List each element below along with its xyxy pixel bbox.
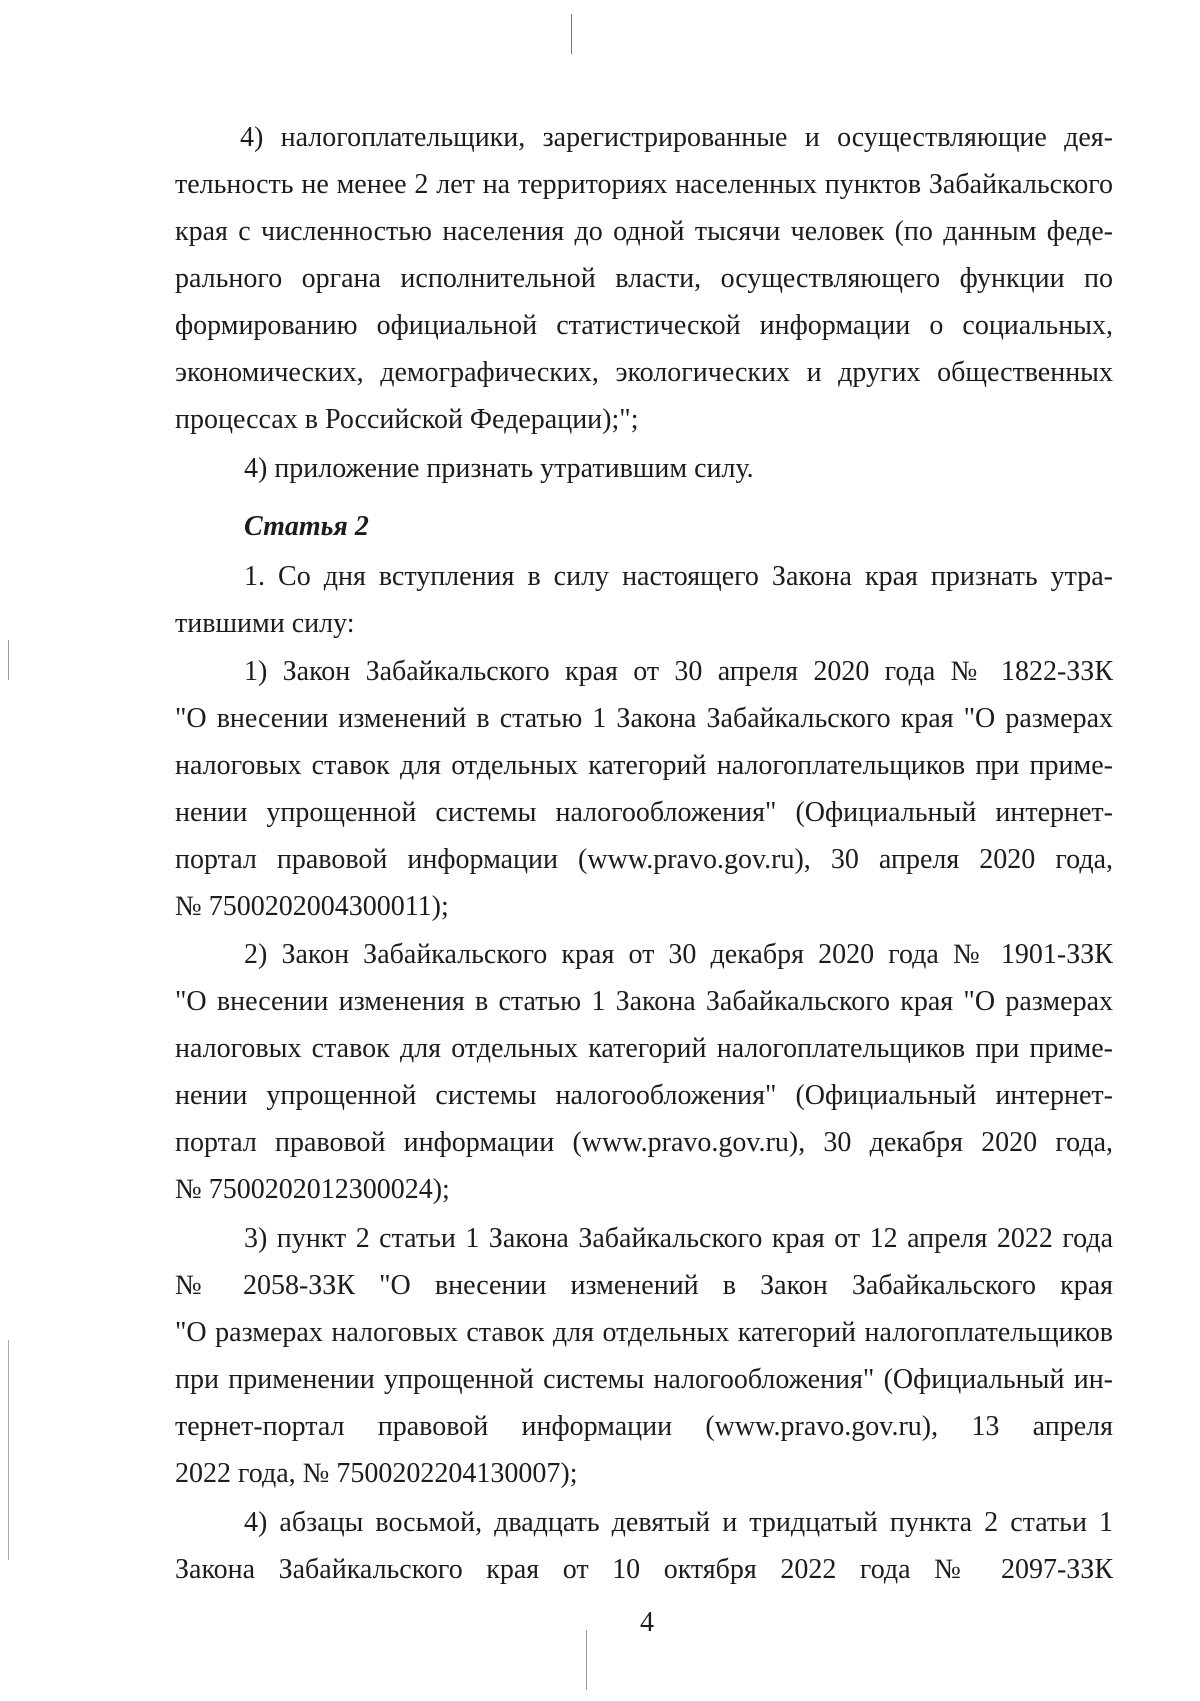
text-line: портал правовой информации (www.pravo.gov.ru), 30 декабря 2020 года,	[175, 1127, 1113, 1158]
scan-mark-left	[8, 640, 9, 680]
text-line: процессах в Российской Федерации);";	[175, 404, 639, 435]
article-heading: Статья 2	[244, 511, 369, 542]
text-line: тернет-портал правовой информации (www.pravo.gov.ru), 13 апреля	[175, 1411, 1113, 1442]
text-line: тельность не менее 2 лет на территориях населенных пунктов Забайкальского	[175, 169, 1113, 200]
text-line: 4) приложение признать утратившим силу.	[244, 453, 754, 484]
text-line: нении упрощенной системы налогообложения" (Официальный интернет-	[175, 1080, 1113, 1111]
text-line: портал правовой информации (www.pravo.gov.ru), 30 апреля 2020 года,	[175, 844, 1113, 875]
page-number: 4	[640, 1607, 654, 1638]
text-line: 1) Закон Забайкальского края от 30 апреля 2020 года № 1822-ЗЗК	[244, 656, 1113, 687]
scan-mark-left-lower	[8, 1340, 9, 1560]
text-line: "О внесении изменений в статью 1 Закона Забайкальского края "О размерах	[175, 703, 1113, 734]
text-line: тившими силу:	[175, 608, 355, 639]
text-line: края с численностью населения до одной тысячи человек (по данным феде-	[175, 216, 1113, 247]
text-line: экономических, демографических, экологических и других общественных	[175, 357, 1113, 388]
text-line: Закона Забайкальского края от 10 октября 2022 года № 2097-ЗЗК	[175, 1554, 1113, 1585]
text-line: при применении упрощенной системы налогообложения" (Официальный ин-	[175, 1364, 1113, 1395]
text-line: рального органа исполнительной власти, осуществляющего функции по	[175, 263, 1113, 294]
text-line: № 7500202012300024);	[175, 1174, 450, 1205]
text-line: "О внесении изменения в статью 1 Закона Забайкальского края "О размерах	[175, 986, 1113, 1017]
text-line: 1. Со дня вступления в силу настоящего Закона края признать утра-	[244, 561, 1113, 592]
text-line: налоговых ставок для отдельных категорий налогоплательщиков при приме-	[175, 750, 1113, 781]
text-line: 4) налогоплательщики, зарегистрированные и осуществляющие дея-	[240, 122, 1113, 153]
text-line: 2022 года, № 7500202204130007);	[175, 1458, 578, 1489]
scan-mark-top	[571, 14, 572, 54]
text-line: формированию официальной статистической информации о социальных,	[175, 310, 1113, 341]
text-line: № 2058-ЗЗК "О внесении изменений в Закон Забайкальского края	[175, 1270, 1113, 1301]
scan-mark-bottom	[586, 1630, 587, 1690]
text-line: 4) абзацы восьмой, двадцать девятый и тридцатый пункта 2 статьи 1	[244, 1507, 1113, 1538]
text-line: нении упрощенной системы налогообложения" (Официальный интернет-	[175, 797, 1113, 828]
text-line: налоговых ставок для отдельных категорий налогоплательщиков при приме-	[175, 1033, 1113, 1064]
text-line: "О размерах налоговых ставок для отдельных категорий налогоплательщиков	[175, 1317, 1113, 1348]
text-line: 3) пункт 2 статьи 1 Закона Забайкальского края от 12 апреля 2022 года	[244, 1223, 1113, 1254]
text-line: 2) Закон Забайкальского края от 30 декабря 2020 года № 1901-ЗЗК	[244, 939, 1113, 970]
text-line: № 7500202004300011);	[175, 891, 449, 922]
